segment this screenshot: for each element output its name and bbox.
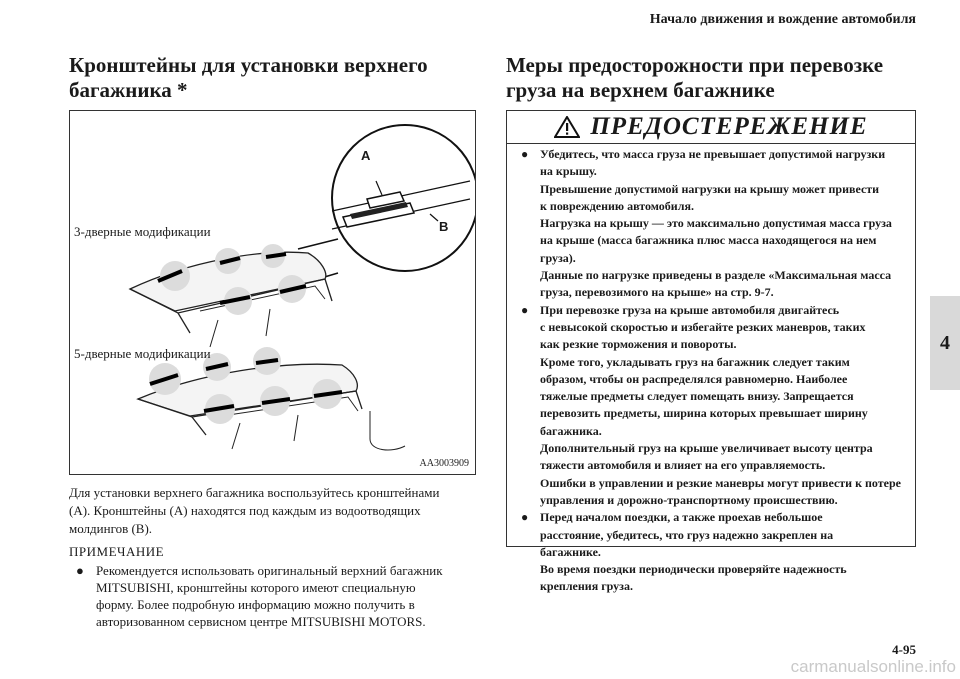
warning-line: груза, перевозимого на крыше» на стр. 9-7. [540,285,774,300]
warning-lines [540,146,913,302]
figure-code: AA3003909 [419,458,469,469]
warning-line: перевозить предметы, ширина которых превышает ширину [540,406,868,421]
warning-line: Ошибки в управлении и резкие маневры могут привести к потере [540,475,901,490]
magnifier-pointer-line [298,239,338,249]
running-header: Начало движения и вождение автомобиля [649,12,916,27]
warning-item [521,302,913,510]
watermark: carmanualsonline.info [790,657,956,676]
warning-line: багажнике. [540,544,601,559]
warning-line: крепления груза. [540,579,633,594]
warning-item [521,146,913,302]
bracket-description [69,484,479,538]
warning-title: ПРЕДОСТЕРЕЖЕНИЕ [590,113,868,140]
note-item [76,562,486,630]
warning-line: Убедитесь, что масса груза не превышает допустимой нагрузки [540,147,886,161]
note-line: авторизованном сервисном центре MITSUBISHI MOTORS. [96,614,426,629]
callout-b: B [439,219,449,234]
body-line: молдингов (B). [69,521,153,536]
warning-lines [540,509,913,595]
section-title-line: груза на верхнем багажнике [506,78,775,102]
note-line: MITSUBISHI, кронштейны которого имеют специальную [96,580,416,595]
warning-item [521,509,913,595]
warning-line: как резкие торможения и повороты. [540,337,737,352]
warning-line: тяжести автомобиля и влияет на его управляемость. [540,458,826,473]
section-title-precautions [506,53,883,103]
warning-body [521,146,913,596]
warning-line: При перевозке груза на крыше автомобиля двигайтесь [540,302,840,317]
warning-line: расстояние, убедитесь, что груз надежно закреплен на [540,527,834,542]
warning-box [506,110,916,594]
warning-line: Во время поездки периодически проверяйте надежность [540,562,847,577]
callout-a: A [361,148,371,163]
section-title-line: Меры предосторожности при перевозке [506,53,884,77]
warning-line: Кроме того, укладывать груз на багажник следует таким [540,354,850,369]
warning-lines [540,302,913,510]
chapter-tab[interactable]: 4 [930,296,960,390]
bullet-icon: ● [76,563,84,578]
note-line: Рекомендуется использовать оригинальный верхний багажник [96,563,443,578]
warning-line: Превышение допустимой нагрузки на крышу может привести [540,181,880,196]
body-line: (A). Кронштейны (A) находятся под каждым из водоотводящих [69,503,421,518]
note-line: форму. Более подробную информацию можно получить в [96,597,415,612]
warning-line: Дополнительный груз на крыше увеличивает высоту центра [540,441,873,456]
label-3door: 3-дверные модификации [74,224,211,239]
warning-line: груза). [540,250,576,265]
warning-line: на крыше (масса багажника плюс масса находящегося на нем [540,233,877,248]
detail-magnifier-circle [332,125,475,271]
roof-3door-drawing [130,244,332,347]
warning-line: к повреждению автомобиля. [540,198,694,213]
warning-header [507,111,915,144]
body-line: Для установки верхнего багажника воспользуйтесь кронштейнами [69,485,440,500]
roof-illustration [70,111,475,474]
bullet-icon: ● [521,510,529,525]
section-title-line: багажника * [69,78,188,102]
warning-line: Данные по нагрузке приведены в разделе «Максимальная масса [540,268,892,283]
note-heading: ПРИМЕЧАНИЕ [69,544,165,559]
warning-line: багажника. [540,423,602,438]
warning-line: на крышу. [540,164,597,179]
warning-line: Перед началом поездки, а также проехав небольшое [540,510,823,525]
warning-line: тяжелые предметы следует помещать внизу. Запрещается [540,389,854,404]
roof-rack-bracket-figure [69,110,476,475]
label-5door: 5-дверные модификации [74,346,211,361]
note-lines [96,562,443,630]
roof-5door-drawing [138,347,405,450]
section-title-line: Кронштейны для установки верхнего [69,53,428,77]
section-title-brackets [69,53,428,103]
bullet-icon: ● [521,147,529,161]
warning-triangle-icon [554,116,580,138]
bullet-icon: ● [521,302,529,317]
warning-line: образом, чтобы он распределялся равномерно. Наиболее [540,371,848,386]
warning-line: Нагрузка на крышу — это максимально допустимая масса груза [540,216,892,231]
page-number: 4-95 [892,642,916,657]
warning-line: управления и дорожно-транспортному происшествию. [540,492,838,507]
warning-line: с невысокой скоростью и избегайте резких маневров, таких [540,319,866,334]
